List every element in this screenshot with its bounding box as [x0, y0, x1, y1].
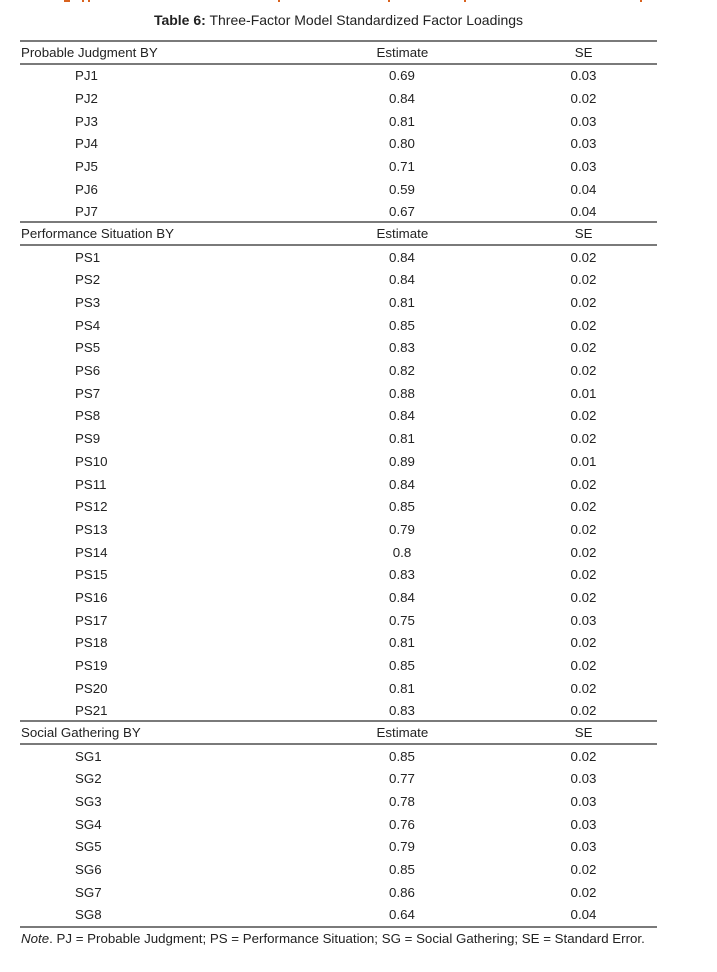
se-value: 0.03 [570, 793, 597, 809]
estimate-value: 0.85 [389, 658, 415, 674]
estimate-value: 0.79 [389, 521, 415, 537]
estimate-value: 0.82 [389, 363, 415, 379]
estimate-value: 0.81 [389, 295, 415, 311]
estimate-value: 0.69 [389, 68, 415, 84]
table-caption-label: Table 6: [153, 12, 206, 28]
estimate-value: 0.81 [389, 680, 415, 696]
item-label: PS13 [75, 521, 108, 537]
estimate-value: 0.88 [389, 385, 415, 401]
se-value: 0.04 [570, 181, 597, 197]
table-row [20, 541, 657, 564]
table-row [20, 767, 657, 790]
estimate-value: 0.8 [392, 544, 412, 560]
note-text: . PJ = Probable Judgment; PS = Performance Situation; SG = Social Gathering; SE = Standard Error. [49, 931, 645, 947]
se-value: 0.02 [570, 272, 597, 288]
estimate-value: 0.89 [389, 453, 415, 469]
item-label: PJ1 [75, 68, 98, 84]
table-row [20, 110, 657, 133]
factor-name: Performance Situation BY [21, 226, 174, 242]
se-value: 0.03 [570, 839, 597, 855]
item-label: PJ7 [75, 204, 98, 220]
table-row [20, 178, 657, 201]
table-row [20, 563, 657, 586]
table-row [20, 155, 657, 178]
table-row [20, 586, 657, 609]
estimate-value: 0.81 [389, 431, 415, 447]
estimate-value: 0.85 [389, 317, 415, 333]
se-value: 0.02 [570, 476, 597, 492]
se-value: 0.02 [570, 249, 597, 265]
table-caption-title: Three-Factor Model Standardized Factor Loadings [209, 12, 524, 28]
estimate-value: 0.84 [389, 272, 415, 288]
item-label: PS10 [75, 453, 108, 469]
item-label: PS7 [75, 385, 101, 401]
se-value: 0.02 [570, 317, 597, 333]
item-label: PS6 [75, 363, 101, 379]
factor-name: Social Gathering BY [21, 725, 141, 740]
table-row [20, 518, 657, 541]
se-value: 0.02 [570, 408, 597, 424]
table-row [20, 632, 657, 655]
item-label: PS4 [75, 317, 101, 333]
se-value: 0.02 [570, 363, 597, 379]
estimate-value: 0.77 [389, 771, 415, 787]
factor-loadings-table [20, 40, 657, 946]
se-column-header: SE [574, 725, 593, 740]
se-value: 0.02 [570, 658, 597, 674]
estimate-value: 0.59 [389, 181, 415, 197]
table-row [20, 314, 657, 337]
item-label: PJ5 [75, 159, 98, 175]
se-value: 0.02 [570, 589, 597, 605]
item-label: PS2 [75, 272, 101, 288]
item-label: PS5 [75, 340, 101, 356]
table-row [20, 813, 657, 836]
table-note [20, 931, 657, 946]
estimate-value: 0.84 [389, 476, 415, 492]
estimate-value: 0.71 [389, 159, 415, 175]
se-value: 0.01 [570, 385, 597, 401]
item-label: PS3 [75, 295, 101, 311]
se-column-header: SE [574, 226, 593, 242]
se-value: 0.02 [570, 340, 597, 356]
se-value: 0.02 [570, 635, 597, 651]
se-value: 0.03 [570, 159, 597, 175]
estimate-value: 0.84 [389, 249, 415, 265]
table-row [20, 904, 657, 927]
clipped-previous-text [0, 0, 717, 4]
table-bottom-rule [20, 926, 657, 928]
note-label: Note [21, 931, 50, 947]
section-header-row [20, 40, 657, 65]
item-label: PJ6 [75, 181, 98, 197]
se-value: 0.04 [570, 907, 597, 923]
table-row [20, 836, 657, 859]
table-row [20, 495, 657, 518]
estimate-value: 0.83 [389, 703, 415, 719]
item-label: PS20 [75, 680, 108, 696]
table-row [20, 133, 657, 156]
table-row [20, 881, 657, 904]
se-value: 0.02 [570, 680, 597, 696]
item-label: SG4 [75, 816, 102, 832]
se-value: 0.02 [570, 295, 597, 311]
estimate-value: 0.84 [389, 408, 415, 424]
table-row [20, 677, 657, 700]
se-value: 0.02 [570, 431, 597, 447]
estimate-value: 0.85 [389, 748, 415, 764]
se-value: 0.02 [570, 499, 597, 515]
se-value: 0.03 [570, 771, 597, 787]
estimate-value: 0.78 [389, 793, 415, 809]
se-value: 0.02 [570, 521, 597, 537]
estimate-value: 0.84 [389, 91, 415, 107]
table-row [20, 654, 657, 677]
estimate-value: 0.85 [389, 499, 415, 515]
table-row [20, 65, 657, 88]
item-label: SG3 [75, 793, 102, 809]
se-column-header: SE [574, 44, 593, 60]
item-label: PS21 [75, 703, 108, 719]
item-label: SG8 [75, 907, 102, 923]
table-row [20, 337, 657, 360]
table-row [20, 246, 657, 269]
estimate-value: 0.83 [389, 567, 415, 583]
table-row [20, 405, 657, 428]
item-label: PS8 [75, 408, 101, 424]
se-value: 0.02 [570, 703, 597, 719]
table-row [20, 201, 657, 224]
estimate-value: 0.84 [389, 589, 415, 605]
item-label: SG6 [75, 862, 102, 878]
estimate-value: 0.67 [389, 204, 415, 220]
table-row [20, 473, 657, 496]
se-value: 0.02 [570, 544, 597, 560]
item-label: SG7 [75, 884, 102, 900]
table-row [20, 291, 657, 314]
table-row [20, 790, 657, 813]
estimate-value: 0.76 [389, 816, 415, 832]
se-value: 0.04 [570, 204, 597, 220]
item-label: PS17 [75, 612, 108, 628]
section-header-row [20, 221, 657, 246]
item-label: SG5 [75, 839, 102, 855]
table-row [20, 450, 657, 473]
table-row [20, 87, 657, 110]
item-label: SG2 [75, 771, 102, 787]
se-value: 0.02 [570, 862, 597, 878]
item-label: PJ4 [75, 136, 98, 152]
estimate-value: 0.81 [389, 635, 415, 651]
se-value: 0.01 [570, 453, 597, 469]
se-value: 0.02 [570, 884, 597, 900]
estimate-value: 0.83 [389, 340, 415, 356]
se-value: 0.02 [570, 748, 597, 764]
estimate-column-header: Estimate [376, 44, 429, 60]
se-value: 0.03 [570, 68, 597, 84]
table-row [20, 858, 657, 881]
item-label: PS11 [75, 476, 107, 492]
table-row [20, 359, 657, 382]
item-label: PS12 [75, 499, 108, 515]
table-row [20, 382, 657, 405]
item-label: PS1 [75, 249, 101, 265]
estimate-value: 0.81 [389, 113, 415, 129]
table-row [20, 269, 657, 292]
estimate-value: 0.85 [389, 862, 415, 878]
se-value: 0.02 [570, 91, 597, 107]
item-label: PS15 [75, 567, 108, 583]
table-row [20, 427, 657, 450]
se-value: 0.03 [570, 612, 597, 628]
estimate-value: 0.86 [389, 884, 415, 900]
item-label: PS9 [75, 431, 101, 447]
se-value: 0.02 [570, 567, 597, 583]
estimate-value: 0.64 [389, 907, 415, 923]
item-label: PS14 [75, 544, 108, 560]
item-label: PS18 [75, 635, 108, 651]
estimate-value: 0.75 [389, 612, 415, 628]
table-row [20, 700, 657, 723]
factor-name: Probable Judgment BY [21, 44, 158, 60]
item-label: SG1 [75, 748, 102, 764]
item-label: PS19 [75, 658, 108, 674]
se-value: 0.03 [570, 816, 597, 832]
se-value: 0.03 [570, 113, 597, 129]
se-value: 0.03 [570, 136, 597, 152]
item-label: PS16 [75, 589, 108, 605]
table-row [20, 609, 657, 632]
estimate-column-header: Estimate [376, 226, 429, 242]
estimate-value: 0.79 [389, 839, 415, 855]
item-label: PJ2 [75, 91, 98, 107]
table-row [20, 745, 657, 768]
estimate-column-header: Estimate [376, 725, 429, 740]
estimate-value: 0.80 [389, 136, 415, 152]
table-caption [0, 12, 677, 28]
section-header-row [20, 720, 657, 745]
item-label: PJ3 [75, 113, 98, 129]
